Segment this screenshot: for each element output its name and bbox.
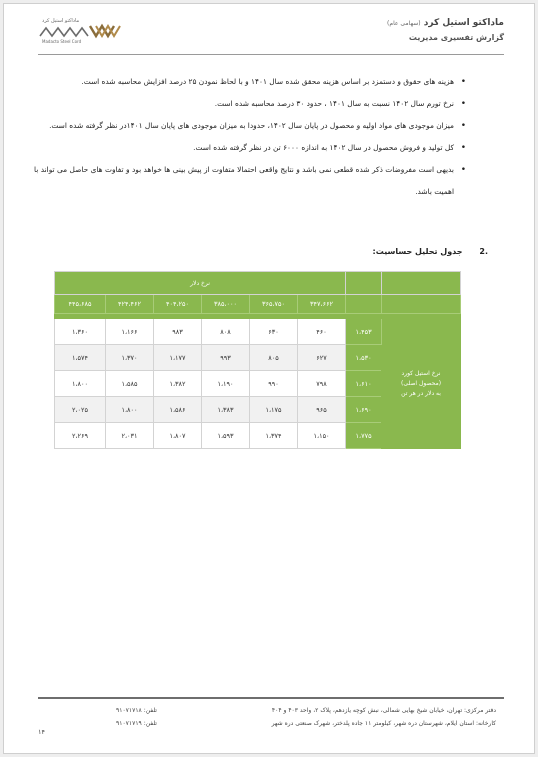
table-column-headers bbox=[55, 295, 461, 314]
table-cell: ۹۹۰ bbox=[250, 371, 298, 397]
footer-divider bbox=[38, 697, 504, 699]
report-title: گزارش تفسیری مدیریت bbox=[408, 33, 504, 42]
company-name-text: ماداکتو استیل کرد bbox=[423, 18, 504, 28]
table-cell: ۱،۱۹۰ bbox=[202, 371, 250, 397]
header-spacer bbox=[346, 272, 382, 295]
table-cell: ۱،۱۵۰ bbox=[298, 423, 346, 449]
row-header: ۱،۵۳۰ bbox=[346, 345, 382, 371]
logo-text-english: Madacto Steel Cord bbox=[42, 39, 82, 44]
table-cell: ۱،۳۶۰ bbox=[55, 319, 106, 345]
section-heading bbox=[373, 247, 488, 256]
table-cell: ۱،۵۷۴ bbox=[55, 345, 106, 371]
page-number: ۱۴ bbox=[38, 728, 45, 736]
bullet-icon: • bbox=[460, 143, 466, 153]
sensitivity-table bbox=[54, 271, 461, 449]
company-logo bbox=[38, 16, 134, 48]
list-item bbox=[34, 137, 468, 159]
footer-phone-factory: تلفن: ۹۱۰۷۱۷۱۹ bbox=[116, 720, 157, 727]
list-item-text: کل تولید و فروش محصول در سال ۱۴۰۲ به اندازه ۶۰۰۰ تن در نظر گرفته شده است. bbox=[193, 143, 454, 152]
bullet-icon: • bbox=[460, 99, 466, 109]
table-cell: ۹۸۳ bbox=[154, 319, 202, 345]
table-cell: ۱،۳۷۰ bbox=[106, 345, 154, 371]
table-cell: ۱،۱۷۵ bbox=[250, 397, 298, 423]
side-label-line: (محصول اصلی) bbox=[401, 379, 442, 387]
list-item bbox=[34, 159, 468, 203]
assumptions-list bbox=[34, 71, 468, 203]
table-cell: ۱،۳۷۴ bbox=[250, 423, 298, 449]
document-page bbox=[3, 3, 535, 754]
table-cell: ۲،۰۲۵ bbox=[55, 397, 106, 423]
table-cell: ۱،۵۸۶ bbox=[154, 397, 202, 423]
table-cell: ۷۹۸ bbox=[298, 371, 346, 397]
section-title: جدول تحلیل حساسیت: bbox=[372, 247, 463, 256]
company-type: (سهامی عام) bbox=[387, 20, 421, 27]
column-header: ۳۸۵،۰۰۰ bbox=[202, 295, 250, 314]
header-divider bbox=[38, 54, 504, 55]
table-cell: ۸۰۸ bbox=[202, 319, 250, 345]
table-cell: ۱،۸۰۰ bbox=[55, 371, 106, 397]
table-header-row bbox=[55, 272, 461, 295]
table-cell: ۱،۳۸۳ bbox=[202, 397, 250, 423]
table-cell: ۶۳۰ bbox=[250, 319, 298, 345]
table-cell: ۱،۵۸۵ bbox=[106, 371, 154, 397]
logo-text-persian: ماداکتو استیل کرد bbox=[42, 18, 80, 24]
side-label-line: نرخ استیل کورد bbox=[401, 369, 441, 377]
bullet-icon: • bbox=[460, 121, 466, 131]
table-cell: ۹۶۵ bbox=[298, 397, 346, 423]
dollar-rate-header: نرخ دلار bbox=[55, 272, 346, 295]
table-cell: ۱،۳۸۲ bbox=[154, 371, 202, 397]
steel-cord-rate-label bbox=[382, 319, 461, 449]
table-cell: ۶۲۷ bbox=[298, 345, 346, 371]
table-cell: ۴۶۰ bbox=[298, 319, 346, 345]
column-header: ۴۴۵،۶۸۵ bbox=[55, 295, 106, 314]
company-name bbox=[387, 18, 504, 28]
table-cell: ۲،۲۶۹ bbox=[55, 423, 106, 449]
list-item-text: میزان موجودی های مواد اولیه و محصول در پایان سال ۱۴۰۲، حدودا به میزان موجودی های پایان سال ۱۴۰۱در نظر گرفته شده است. bbox=[49, 121, 454, 130]
column-header: ۳۴۷،۶۶۲ bbox=[298, 295, 346, 314]
table-cell: ۱،۵۹۳ bbox=[202, 423, 250, 449]
row-header: ۱،۶۹۰ bbox=[346, 397, 382, 423]
header-corner bbox=[382, 272, 461, 295]
list-item bbox=[34, 115, 468, 137]
table-cell: ۹۹۳ bbox=[202, 345, 250, 371]
column-header: ۴۰۴،۲۵۰ bbox=[154, 295, 202, 314]
table-cell: ۱،۱۷۷ bbox=[154, 345, 202, 371]
row-header: ۱،۴۵۳ bbox=[346, 319, 382, 345]
list-item-text: بدیهی است مفروضات ذکر شده قطعی نمی باشد و نتایج واقعی احتمالا متفاوت از پیش بینی ها خواهد بود و تفاوت های حاصل می تواند با اهمیت باشد. bbox=[34, 165, 454, 196]
column-header: ۳۶۵،۷۵۰ bbox=[250, 295, 298, 314]
table-row bbox=[55, 319, 461, 345]
table-cell: ۱،۱۶۶ bbox=[106, 319, 154, 345]
page-header bbox=[38, 14, 504, 52]
side-label-line: به دلار در هر تن bbox=[401, 389, 441, 397]
row-header: ۱،۶۱۰ bbox=[346, 371, 382, 397]
bullet-icon: • bbox=[460, 165, 466, 175]
table-cell: ۱،۸۰۰ bbox=[106, 397, 154, 423]
list-item-text: هزینه های حقوق و دستمزد بر اساس هزینه محقق شده سال ۱۴۰۱ و با لحاظ نمودن ۲۵ درصد افزایش محاسبه شده است. bbox=[81, 77, 454, 86]
list-item bbox=[34, 93, 468, 115]
header-corner bbox=[382, 295, 461, 314]
footer-address-office: دفتر مرکزی: تهران، خیابان شیخ بهایی شمالی، نبش کوچه یازدهم، پلاک ۲، واحد ۴۰۳ و ۴۰۴ bbox=[271, 707, 496, 714]
list-item-text: نرخ تورم سال ۱۴۰۲ نسبت به سال ۱۴۰۱ ، حدود ۳۰ درصد محاسبه شده است. bbox=[214, 99, 454, 108]
bullet-icon: • bbox=[460, 77, 466, 87]
footer-address-factory: کارخانه: استان ایلام، شهرستان دره شهر، کیلومتر ۱۱ جاده پلدختر، شهرک صنعتی دره شهر bbox=[271, 720, 496, 727]
section-number: .2 bbox=[479, 247, 488, 256]
header-spacer bbox=[346, 295, 382, 314]
list-item bbox=[34, 71, 468, 93]
column-header: ۴۲۴،۴۶۲ bbox=[106, 295, 154, 314]
table-cell: ۱،۸۰۷ bbox=[154, 423, 202, 449]
table-cell: ۲،۰۳۱ bbox=[106, 423, 154, 449]
row-header: ۱،۷۷۵ bbox=[346, 423, 382, 449]
table-cell: ۸۰۵ bbox=[250, 345, 298, 371]
footer-phone-office: تلفن: ۹۱۰۷۱۷۱۸ bbox=[116, 707, 157, 714]
